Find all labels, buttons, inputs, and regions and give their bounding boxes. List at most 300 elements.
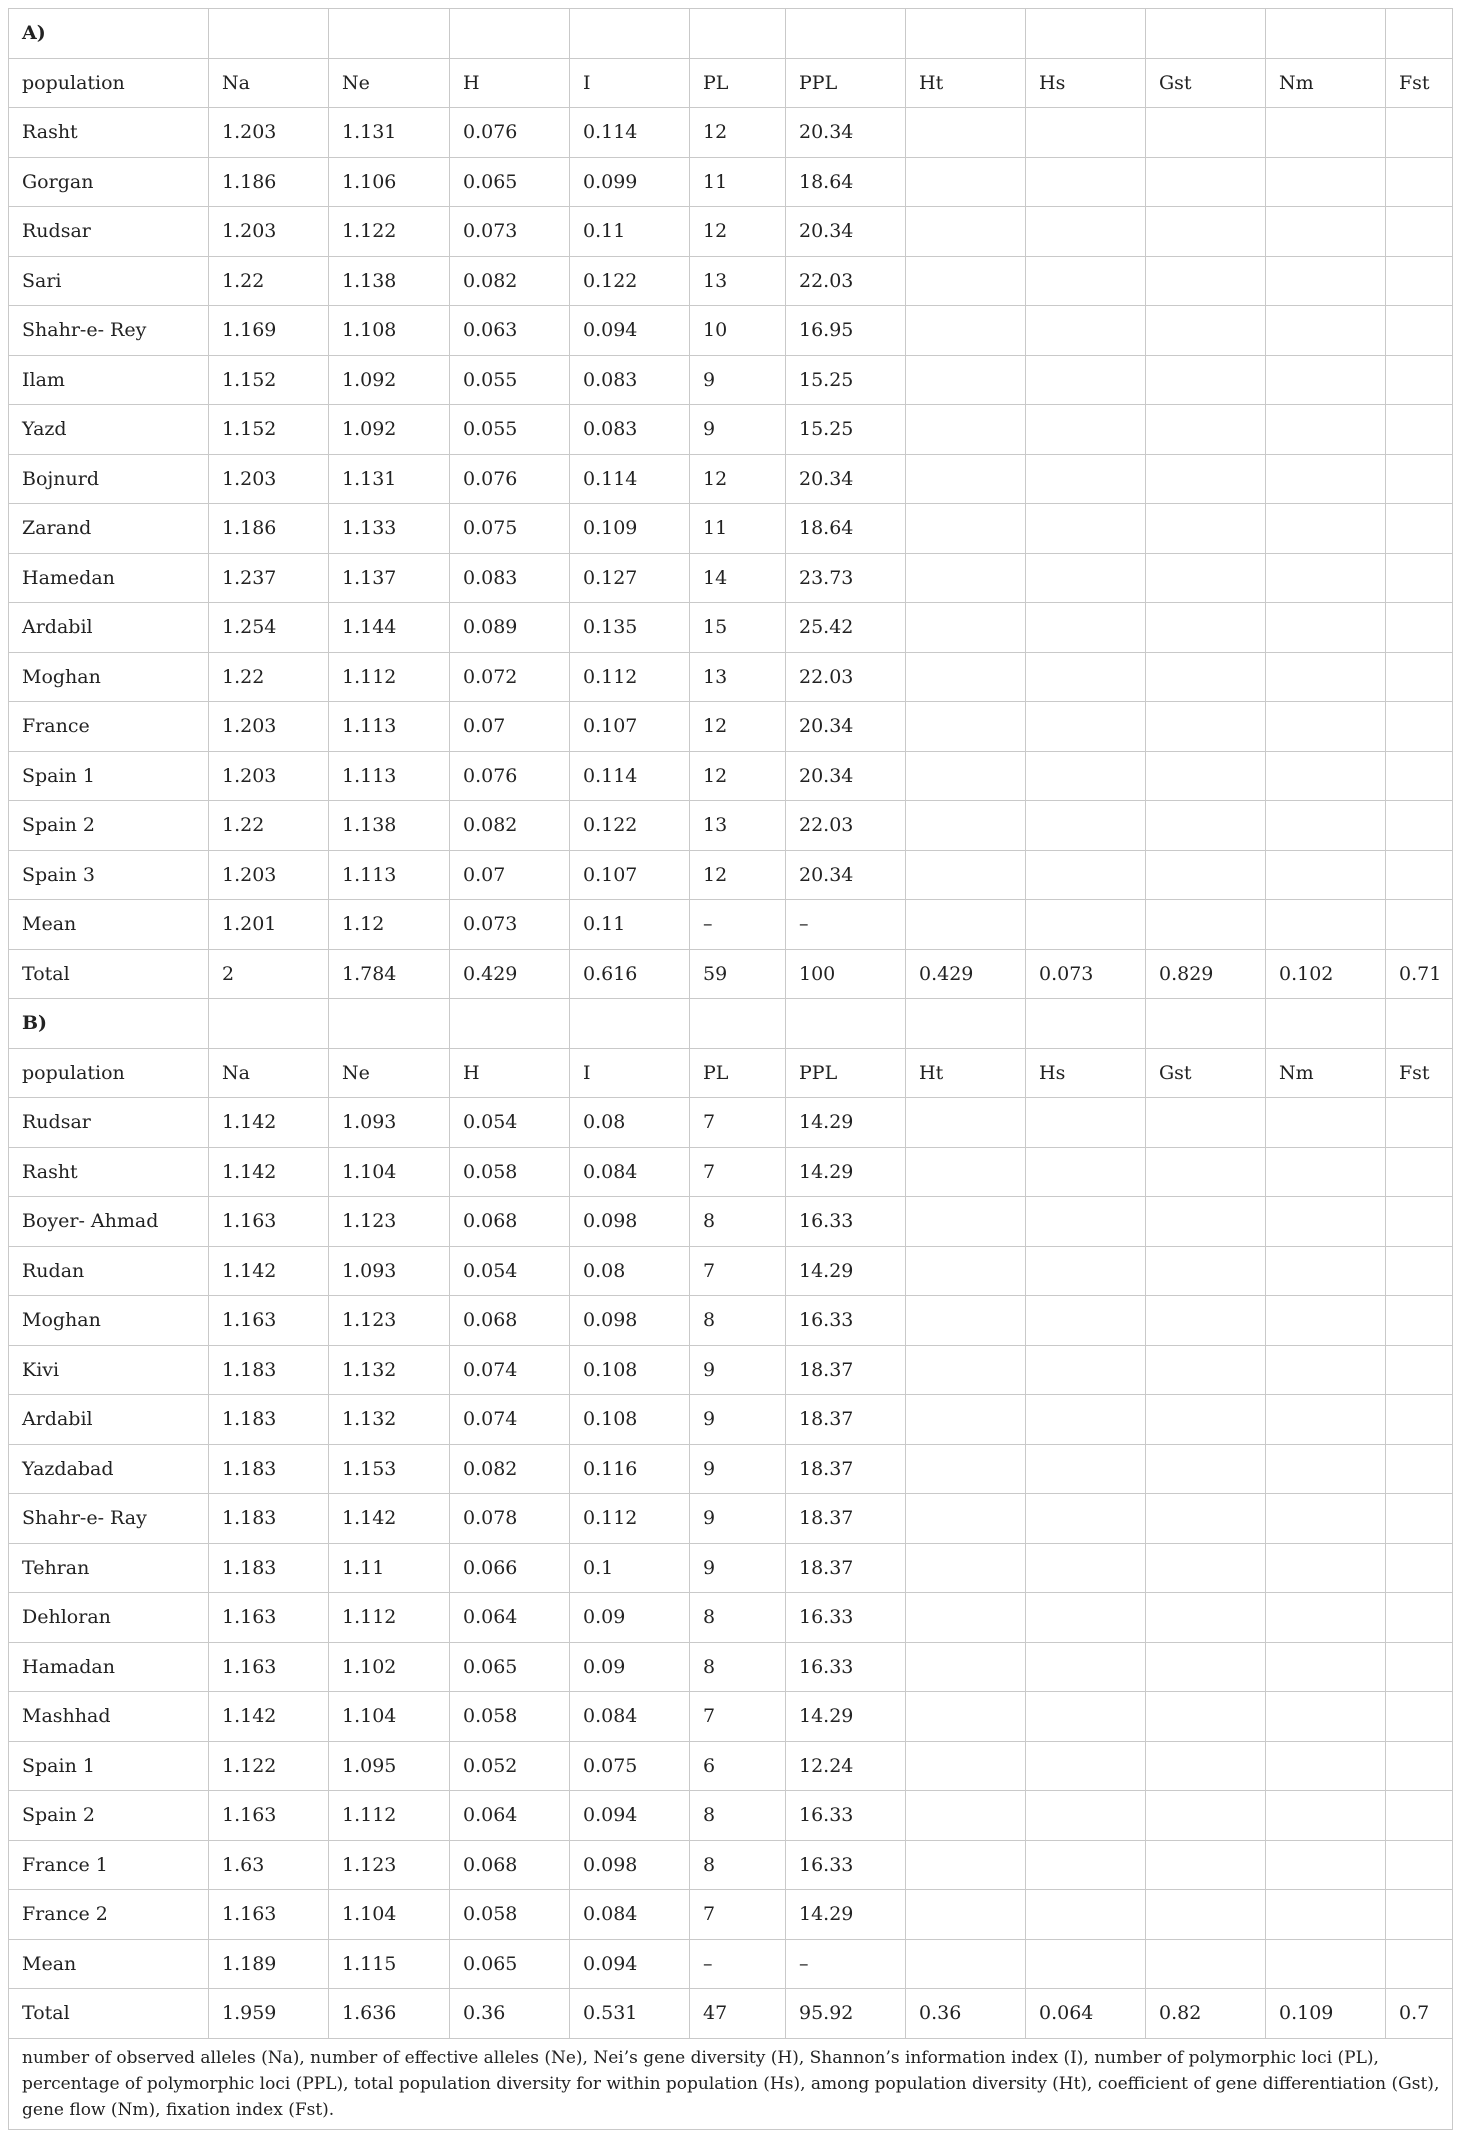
value-cell: 16.33 [786,1791,906,1841]
value-cell: 1.106 [329,157,450,207]
value-cell: 1.237 [209,553,329,603]
table-row [9,553,1453,603]
table-row [9,504,1453,554]
empty-cell [1266,1098,1386,1148]
value-cell: 22.03 [786,652,906,702]
empty-cell [906,1939,1026,1989]
empty-cell [906,1345,1026,1395]
empty-cell [1146,1741,1266,1791]
empty-cell [906,157,1026,207]
table-row [9,1345,1453,1395]
table-row [9,1395,1453,1445]
value-cell: 1.138 [329,801,450,851]
value-cell: 1.186 [209,504,329,554]
empty-cell [450,999,570,1049]
empty-cell [1266,256,1386,306]
value-cell: 1.203 [209,207,329,257]
table-row [9,1246,1453,1296]
value-cell: 0.065 [450,157,570,207]
population-name-cell: Mean [9,1939,209,1989]
section-label-row [9,9,1453,59]
empty-cell [1026,1692,1146,1742]
value-cell: 16.33 [786,1593,906,1643]
value-cell: 8 [690,1840,786,1890]
value-cell: 1.203 [209,751,329,801]
empty-cell [1266,652,1386,702]
empty-cell [1386,1543,1453,1593]
population-name-cell: Rudan [9,1246,209,1296]
empty-cell [906,1098,1026,1148]
value-cell: 18.64 [786,504,906,554]
empty-cell [1386,1840,1453,1890]
value-cell: 1.142 [209,1692,329,1742]
value-cell: 0.076 [450,454,570,504]
empty-cell [1386,999,1453,1049]
empty-cell [1146,1593,1266,1643]
empty-cell [1266,1444,1386,1494]
value-cell: 1.104 [329,1890,450,1940]
column-header-row [9,58,1453,108]
value-cell: 9 [690,1494,786,1544]
value-cell: 0.082 [450,256,570,306]
empty-cell [1026,355,1146,405]
empty-cell [906,751,1026,801]
population-name-cell: Spain 3 [9,850,209,900]
value-cell: 0.116 [570,1444,690,1494]
empty-cell [1026,1296,1146,1346]
empty-cell [1146,1890,1266,1940]
empty-cell [1146,1197,1266,1247]
population-name-cell: Bojnurd [9,454,209,504]
value-cell: 0.082 [450,801,570,851]
empty-cell [1386,157,1453,207]
empty-cell [906,454,1026,504]
empty-cell [1146,355,1266,405]
table-row [9,1543,1453,1593]
value-cell: 1.123 [329,1197,450,1247]
population-name-cell: Moghan [9,652,209,702]
value-cell: 15.25 [786,355,906,405]
value-cell: 1.22 [209,652,329,702]
value-cell: 0.068 [450,1296,570,1346]
empty-cell [906,1246,1026,1296]
empty-cell [1266,1543,1386,1593]
value-cell: 0.075 [570,1741,690,1791]
value-cell: 1.201 [209,900,329,950]
empty-cell [1266,1494,1386,1544]
empty-cell [906,1494,1026,1544]
population-name-cell: Moghan [9,1296,209,1346]
value-cell: 0.099 [570,157,690,207]
column-header-ppl: PPL [786,58,906,108]
empty-cell [1266,207,1386,257]
empty-cell [1266,306,1386,356]
table-row [9,1791,1453,1841]
value-cell: 1.102 [329,1642,450,1692]
empty-cell [1146,702,1266,752]
value-cell: 8 [690,1296,786,1346]
value-cell: 0.084 [570,1692,690,1742]
table-row [9,603,1453,653]
value-cell: 25.42 [786,603,906,653]
empty-cell [906,850,1026,900]
value-cell: 9 [690,1444,786,1494]
table-row [9,1692,1453,1742]
table-row [9,1296,1453,1346]
table-row [9,207,1453,257]
empty-cell [1026,1494,1146,1544]
value-cell: 12 [690,207,786,257]
value-cell: 0.122 [570,801,690,851]
value-cell: 20.34 [786,850,906,900]
value-cell: 0.098 [570,1197,690,1247]
value-cell: 0.429 [906,949,1026,999]
value-cell: 0.122 [570,256,690,306]
column-header-h: H [450,1048,570,1098]
value-cell: 20.34 [786,454,906,504]
value-cell: 1.142 [329,1494,450,1544]
value-cell: 16.33 [786,1296,906,1346]
column-header-nm: Nm [1266,58,1386,108]
empty-cell [1266,850,1386,900]
table-row [9,454,1453,504]
value-cell: 1.636 [329,1989,450,2039]
value-cell: 12 [690,108,786,158]
value-cell: 1.112 [329,1791,450,1841]
empty-cell [1386,207,1453,257]
empty-cell [1026,1890,1146,1940]
table-row [9,1593,1453,1643]
empty-cell [329,999,450,1049]
value-cell: 1.142 [209,1147,329,1197]
empty-cell [1266,454,1386,504]
value-cell: 0.076 [450,108,570,158]
empty-cell [1266,1791,1386,1841]
value-cell: 1.152 [209,405,329,455]
value-cell: 16.33 [786,1197,906,1247]
empty-cell [1146,1642,1266,1692]
value-cell: 0.109 [570,504,690,554]
empty-cell [329,9,450,59]
value-cell: 0.82 [1146,1989,1266,2039]
empty-cell [570,999,690,1049]
empty-cell [1266,355,1386,405]
population-name-cell: Rasht [9,108,209,158]
population-name-cell: Hamedan [9,553,209,603]
value-cell: 0.36 [906,1989,1026,2039]
empty-cell [786,9,906,59]
table-row [9,850,1453,900]
empty-cell [1266,1197,1386,1247]
population-name-cell: Total [9,1989,209,2039]
population-name-cell: Spain 1 [9,1741,209,1791]
value-cell: 11 [690,157,786,207]
value-cell: 22.03 [786,256,906,306]
table-row [9,1494,1453,1544]
empty-cell [1026,1197,1146,1247]
value-cell: 1.163 [209,1890,329,1940]
empty-cell [1386,1494,1453,1544]
empty-cell [1266,702,1386,752]
empty-cell [1266,1345,1386,1395]
value-cell: 0.066 [450,1543,570,1593]
empty-cell [1146,9,1266,59]
value-cell: 1.163 [209,1791,329,1841]
table-row [9,256,1453,306]
empty-cell [1026,454,1146,504]
value-cell: 0.109 [1266,1989,1386,2039]
empty-cell [906,1642,1026,1692]
empty-cell [1266,108,1386,158]
value-cell: 100 [786,949,906,999]
table-footnote: number of observed alleles (Na), number of effective alleles (Ne), Nei’s gene diversity (H), Shannon’s information index (I), number of polymorphic loci (PL), percentage of polymorphic loci (PPL), total population diversity for within population (Hs), among population diversity (Ht), coefficient of gene differentiation (Gst), gene flow (Nm), fixation index (Fst). [9,2038,1453,2129]
empty-cell [1146,1395,1266,1445]
population-name-cell: Hamadan [9,1642,209,1692]
value-cell: 0.71 [1386,949,1453,999]
table-row [9,1642,1453,1692]
empty-cell [1146,157,1266,207]
genetic-diversity-table [8,8,1453,2130]
empty-cell [1146,454,1266,504]
value-cell: 0.094 [570,1939,690,1989]
population-name-cell: Spain 1 [9,751,209,801]
empty-cell [906,603,1026,653]
population-name-cell: France 2 [9,1890,209,1940]
empty-cell [906,1197,1026,1247]
value-cell: 23.73 [786,553,906,603]
value-cell: 13 [690,256,786,306]
value-cell: 1.11 [329,1543,450,1593]
value-cell: 0.068 [450,1197,570,1247]
value-cell: 14.29 [786,1692,906,1742]
empty-cell [570,9,690,59]
value-cell: 0.055 [450,355,570,405]
empty-cell [1386,1197,1453,1247]
value-cell: 1.093 [329,1098,450,1148]
empty-cell [1026,207,1146,257]
value-cell: 1.186 [209,157,329,207]
value-cell: 20.34 [786,108,906,158]
column-header-i: I [570,1048,690,1098]
empty-cell [209,999,329,1049]
value-cell: 0.064 [1026,1989,1146,2039]
empty-cell [1386,553,1453,603]
empty-cell [1146,1494,1266,1544]
value-cell: 1.142 [209,1246,329,1296]
value-cell: 7 [690,1246,786,1296]
value-cell: 11 [690,504,786,554]
value-cell: 1.112 [329,1593,450,1643]
empty-cell [1266,504,1386,554]
empty-cell [1026,850,1146,900]
value-cell: 1.144 [329,603,450,653]
value-cell: 1.784 [329,949,450,999]
population-name-cell: Total [9,949,209,999]
empty-cell [1146,652,1266,702]
value-cell: 0.114 [570,454,690,504]
population-name-cell: Mean [9,900,209,950]
population-name-cell: Gorgan [9,157,209,207]
value-cell: 14 [690,553,786,603]
table-row [9,1840,1453,1890]
value-cell: 1.112 [329,652,450,702]
value-cell: 0.616 [570,949,690,999]
value-cell: 0.127 [570,553,690,603]
empty-cell [1266,1939,1386,1989]
value-cell: – [786,900,906,950]
column-header-ht: Ht [906,58,1026,108]
value-cell: 1.63 [209,1840,329,1890]
table-row [9,1147,1453,1197]
value-cell: 1.132 [329,1395,450,1445]
value-cell: 0.09 [570,1593,690,1643]
empty-cell [1026,652,1146,702]
value-cell: 20.34 [786,702,906,752]
empty-cell [1386,850,1453,900]
value-cell: 6 [690,1741,786,1791]
value-cell: 9 [690,1345,786,1395]
table-row [9,108,1453,158]
empty-cell [1386,1395,1453,1445]
value-cell: 0.084 [570,1147,690,1197]
value-cell: 8 [690,1791,786,1841]
empty-cell [1386,603,1453,653]
value-cell: 8 [690,1197,786,1247]
value-cell: 1.203 [209,108,329,158]
empty-cell [690,999,786,1049]
value-cell: 0.108 [570,1395,690,1445]
empty-cell [209,9,329,59]
population-name-cell: Rasht [9,1147,209,1197]
empty-cell [1026,1147,1146,1197]
value-cell: 1.203 [209,850,329,900]
value-cell: 0.829 [1146,949,1266,999]
population-name-cell: France [9,702,209,752]
value-cell: 14.29 [786,1246,906,1296]
empty-cell [1026,1345,1146,1395]
empty-cell [906,1692,1026,1742]
value-cell: 0.058 [450,1147,570,1197]
empty-cell [1266,900,1386,950]
table-row [9,801,1453,851]
table-row [9,306,1453,356]
empty-cell [906,1890,1026,1940]
empty-cell [1146,306,1266,356]
empty-cell [1146,751,1266,801]
empty-cell [1026,306,1146,356]
section-label: A) [9,9,209,59]
value-cell: 8 [690,1642,786,1692]
value-cell: 0.073 [450,900,570,950]
empty-cell [1146,1692,1266,1742]
column-header-row [9,1048,1453,1098]
empty-cell [1386,1741,1453,1791]
empty-cell [906,355,1026,405]
empty-cell [906,306,1026,356]
empty-cell [906,1296,1026,1346]
value-cell: 7 [690,1890,786,1940]
value-cell: 1.254 [209,603,329,653]
empty-cell [1386,108,1453,158]
value-cell: 0.076 [450,751,570,801]
value-cell: 1.131 [329,108,450,158]
value-cell: 1.152 [209,355,329,405]
empty-cell [1386,9,1453,59]
empty-cell [1386,1098,1453,1148]
value-cell: 0.094 [570,306,690,356]
value-cell: 0.094 [570,1791,690,1841]
empty-cell [906,1791,1026,1841]
population-name-cell: Mashhad [9,1692,209,1742]
value-cell: 0.09 [570,1642,690,1692]
value-cell: 1.142 [209,1098,329,1148]
empty-cell [1386,801,1453,851]
value-cell: 1.115 [329,1939,450,1989]
population-name-cell: Shahr-e- Rey [9,306,209,356]
value-cell: 0.078 [450,1494,570,1544]
empty-cell [1026,801,1146,851]
value-cell: 0.107 [570,702,690,752]
value-cell: 1.22 [209,801,329,851]
empty-cell [1266,1642,1386,1692]
value-cell: 0.1 [570,1543,690,1593]
value-cell: 0.065 [450,1939,570,1989]
value-cell: 1.22 [209,256,329,306]
value-cell: 59 [690,949,786,999]
population-name-cell: Ardabil [9,603,209,653]
empty-cell [906,108,1026,158]
empty-cell [1386,1642,1453,1692]
empty-cell [906,702,1026,752]
column-header-gst: Gst [1146,1048,1266,1098]
empty-cell [1026,603,1146,653]
value-cell: 7 [690,1692,786,1742]
value-cell: 2 [209,949,329,999]
table-row [9,652,1453,702]
empty-cell [1146,1791,1266,1841]
value-cell: 1.123 [329,1296,450,1346]
empty-cell [1026,900,1146,950]
value-cell: 47 [690,1989,786,2039]
value-cell: 1.104 [329,1147,450,1197]
value-cell: 16.95 [786,306,906,356]
value-cell: 12.24 [786,1741,906,1791]
value-cell: 0.089 [450,603,570,653]
empty-cell [1266,157,1386,207]
value-cell: 0.107 [570,850,690,900]
value-cell: 1.169 [209,306,329,356]
empty-cell [1386,1296,1453,1346]
value-cell: 14.29 [786,1890,906,1940]
value-cell: 0.098 [570,1296,690,1346]
value-cell: 13 [690,652,786,702]
population-name-cell: Spain 2 [9,1791,209,1841]
empty-cell [906,999,1026,1049]
value-cell: 7 [690,1098,786,1148]
empty-cell [906,900,1026,950]
empty-cell [1386,355,1453,405]
value-cell: 0.068 [450,1840,570,1890]
empty-cell [1386,751,1453,801]
empty-cell [1266,9,1386,59]
empty-cell [1026,1246,1146,1296]
column-header-ne: Ne [329,1048,450,1098]
empty-cell [1146,207,1266,257]
population-name-cell: Sari [9,256,209,306]
value-cell: 1.163 [209,1593,329,1643]
empty-cell [906,1147,1026,1197]
table-container [8,8,1452,2130]
